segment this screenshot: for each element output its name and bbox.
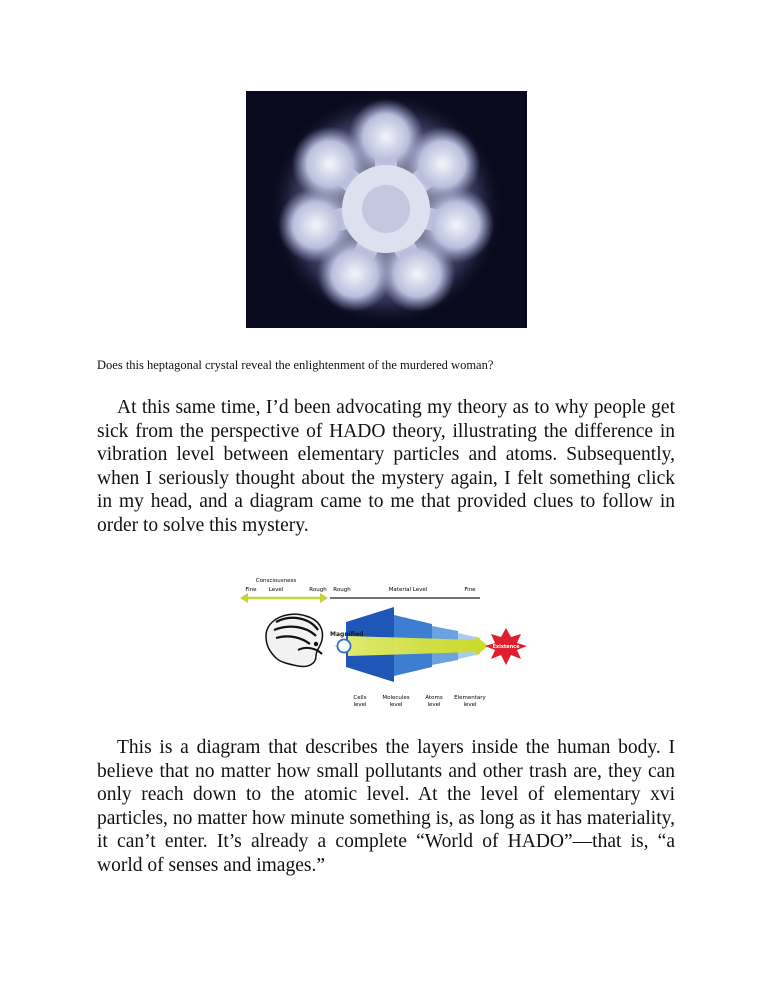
paragraph-2: This is a diagram that describes the layers inside the human body. I believe that no matter how small pollutants and other trash are, they can only reach down to the atomic level. At the level of elementary xvi particles, no matter how minute something is, as long as it has materiality, it can’t enter. It’s already a complete “World of HADO”—that is, “a world of senses and images.”: [97, 737, 675, 876]
rough-right-label: Rough: [333, 587, 351, 593]
atoms-level-label: Atoms: [425, 695, 443, 701]
elementary-level-label: Elementary: [454, 695, 486, 701]
existence-label: Existence: [492, 644, 520, 650]
level-label: Level: [268, 587, 284, 593]
cells-level-label: Cells: [353, 695, 367, 701]
cells-level-sub: level: [353, 702, 367, 708]
rough-left-label: Rough: [309, 587, 327, 593]
hado-diagram: [236, 574, 536, 714]
molecules-level-sub: level: [389, 702, 403, 708]
molecules-level-label: Molecules: [382, 695, 410, 701]
figure-caption: Does this heptagonal crystal reveal the enlightenment of the murdered woman?: [97, 358, 494, 372]
atoms-level-sub: level: [427, 702, 441, 708]
consciousness-arrow: [240, 593, 328, 603]
human-head-figure: [266, 614, 322, 666]
fine-right-label: Fine: [464, 587, 476, 593]
fine-left-label: Fine: [245, 587, 257, 593]
elementary-level-sub: level: [463, 702, 477, 708]
magnified-circle: [338, 640, 351, 653]
magnified-label: Magnified: [330, 631, 364, 638]
material-level-label: Material Level: [388, 587, 428, 593]
consciousness-label: Consciousness: [255, 578, 297, 584]
paragraph-1: At this same time, I’d been advocating my theory as to why people get sick from the perspective of HADO theory, illustrating the difference in vibration level between elementary particles and atoms. Subsequently, when I seriously thought about the mystery again, I felt something click in my head, and a diagram came to me that provided clues to follow in order to solve this mystery.: [97, 397, 675, 536]
crystal-photo: [246, 91, 527, 328]
